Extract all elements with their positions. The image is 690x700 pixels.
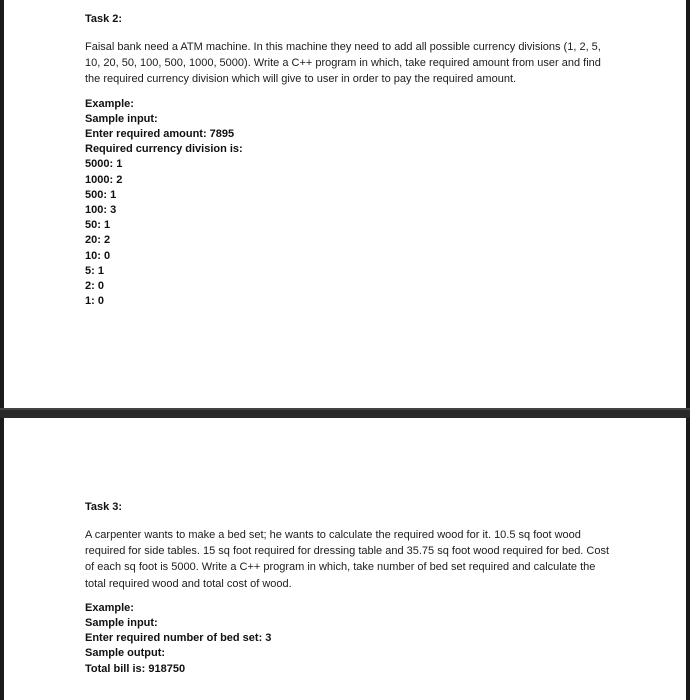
task-3-section <box>85 499 615 677</box>
example-line: Sample input: <box>85 112 158 125</box>
task-3-title: Task 3: <box>85 501 123 513</box>
page-border-left-lower <box>0 418 4 700</box>
page-border-right <box>686 0 690 408</box>
example-line: 20: 2 <box>85 234 111 247</box>
example-line: 500: 1 <box>85 188 117 201</box>
example-line: Enter required number of bed set: 3 <box>85 632 272 645</box>
example-line: 1: 0 <box>85 295 104 308</box>
example-line: Example: <box>85 601 134 614</box>
task-2-example <box>85 97 615 310</box>
example-line: Sample output: <box>85 647 166 660</box>
task-3-example <box>85 601 615 677</box>
example-line: Required currency division is: <box>85 143 243 156</box>
example-line: 5: 1 <box>85 264 104 277</box>
example-line: Sample input: <box>85 617 158 630</box>
task-2-section <box>85 11 615 309</box>
example-line: 1000: 2 <box>85 173 123 186</box>
example-line: 5000: 1 <box>85 158 123 171</box>
example-line: Total bill is: 918750 <box>85 662 186 675</box>
page-border-right-lower <box>686 418 690 700</box>
example-line: 100: 3 <box>85 204 117 217</box>
example-line: 50: 1 <box>85 219 111 232</box>
task-2-description: Faisal bank need a ATM machine. In this machine they need to add all possible currency divisions (1, 2, 5, 10, 20, 50, 100, 500, 1000, 5000). Write a C++ program in which, take required amount from user and find the required currency division which will give to user in order to pay the required amount. <box>85 41 601 86</box>
example-line: 2: 0 <box>85 280 104 293</box>
page-break <box>0 408 690 418</box>
page-border-left <box>0 0 4 408</box>
example-line: Example: <box>85 97 134 110</box>
task-2-title: Task 2: <box>85 13 123 25</box>
example-line: 10: 0 <box>85 249 111 262</box>
task-3-description: A carpenter wants to make a bed set; he wants to calculate the required wood for it. 10.5 sq foot wood required for side tables. 15 sq foot required for dressing table and 35.75 sq foot wood required for bed. Cost of each sq foot is 5000. Write a C++ program in which, take number of bed set required and calculate the total required wood and total cost of wood. <box>85 529 610 590</box>
example-line: Enter required amount: 7895 <box>85 128 235 141</box>
